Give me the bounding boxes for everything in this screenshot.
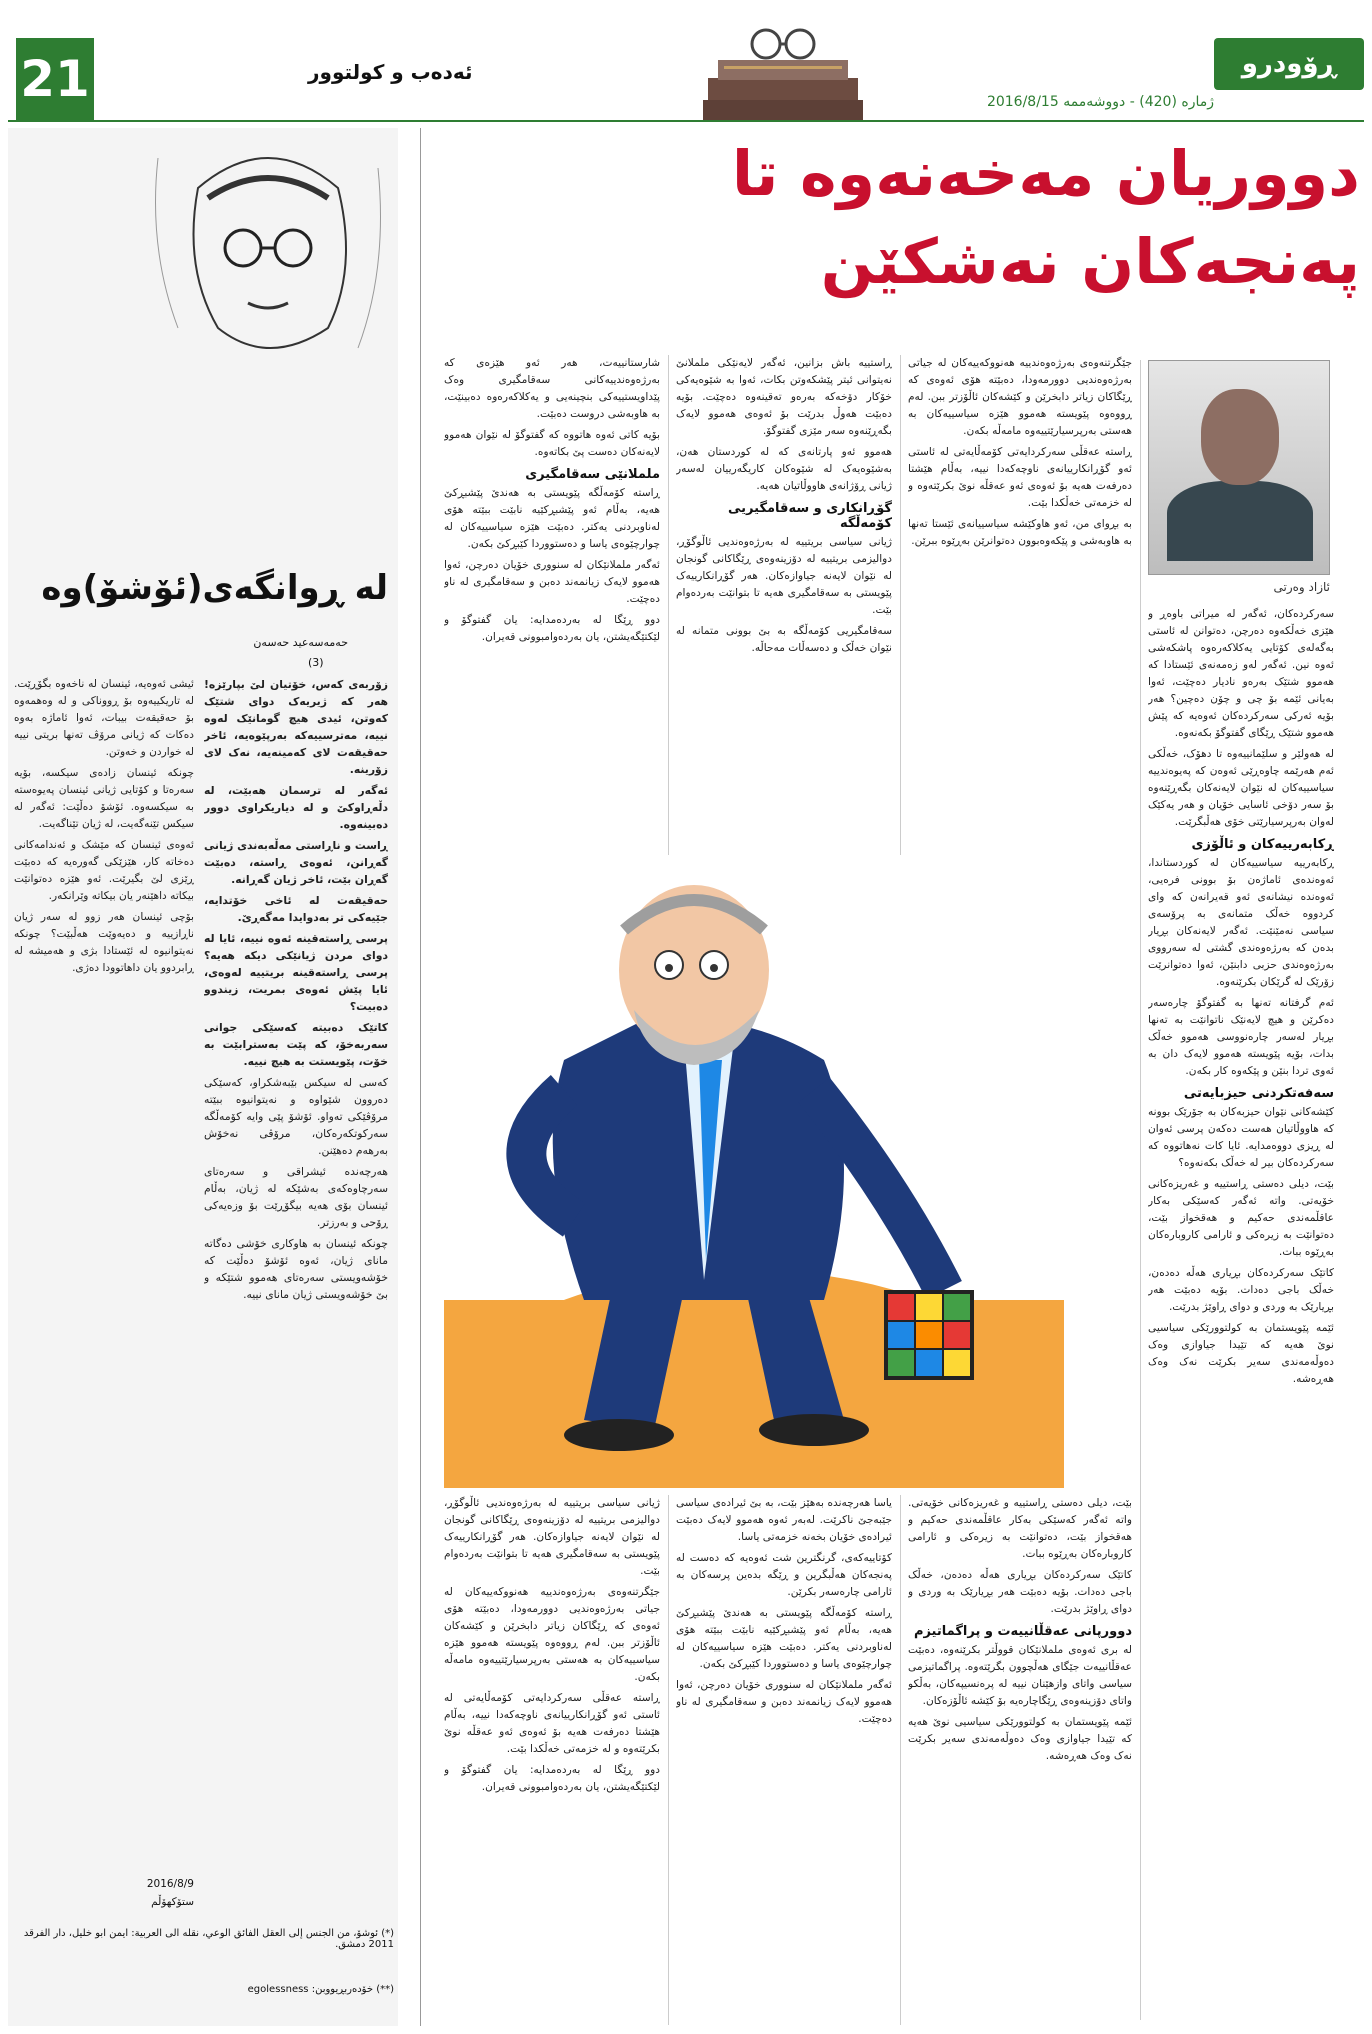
- paragraph: شارستانییەت، هەر ئەو هێزەی کە بەرژەوەندییەکانی سەقامگیری وەک پێداویستییەکی بنچینەیی و یەکلاکەرەوە دەبینێت، بە هاوبەشی دروست دەبێت.: [444, 357, 660, 420]
- quote: پرسی ڕاستەقینە ئەوە نییە، ئایا لە دوای مردن ژیانێکی دیکە هەیە؟ پرسی ڕاستەقینە بریتییە لەوەی، ئایا پێش ئەوەی بمریت، زیندوو دەبیت؟: [204, 932, 388, 1013]
- photo-suit: [1167, 481, 1313, 561]
- opinion-sidebar: [8, 128, 398, 2026]
- sidebar-author: حەمەسەعید حەسەن: [253, 636, 348, 649]
- paragraph: کەسی لە سیکس بێبەشکراو، کەسێکی دەروون شێواوە و نەیتوانیوە ببێتە مرۆڤێکی تەواو. ئۆشۆ پێی وایە کۆمەڵگە سەرکوتکەرەکان، مرۆڤی نەخۆش بەرهەم دەهێنن.: [204, 1076, 388, 1157]
- paragraph: ژیانی سیاسی بریتییە لە بەرژەوەندیی ئاڵوگۆڕ، دوالیزمی بریتییە لە دۆزینەوەی ڕێگاکانی گونجان لە نێوان لایەنە جیاوازەکان. هەر گۆڕانکارییەک پێویستی بە سەقامگیری هەیە تا بتوانێت بەردەوام بێت.: [676, 536, 892, 616]
- article-column-lower-3: [444, 1495, 660, 2025]
- paragraph: ئێمە پێویستمان بە کولتوورێکی سیاسیی نوێ هەیە کە تێیدا جیاوازی وەک دەوڵەمەندی سەیر بکرێت نەک وەک هەڕەشە.: [1148, 1322, 1334, 1385]
- page-header: [8, 38, 1364, 120]
- sidebar-date: 2016/8/9: [146, 1878, 194, 1890]
- headline-line-1: دووریان مەخەنەوە تا: [731, 137, 1360, 210]
- sidebar-quotes-column: [204, 676, 388, 1876]
- paragraph: ڕاستە کۆمەڵگە پێویستی بە هەندێ پێشبڕکێ هەیە، بەڵام ئەو پێشبڕکێیە نابێت ببێتە هۆی لەناوبردنی یەکتر. دەبێت هێزە سیاسییەکان لە چوارچێوەی یاسا و دەستووردا کێبڕکێ بکەن.: [444, 487, 660, 550]
- photo-face: [1201, 389, 1279, 485]
- paragraph: ژیانی سیاسی بریتییە لە بەرژەوەندیی ئاڵوگۆڕ، دوالیزمی بریتییە لە دۆزینەوەی ڕێگاکانی گونجان لە نێوان لایەنە جیاوازەکان. هەر گۆڕانکارییەک پێویستی بە سەقامگیری هەیە تا بتوانێت بەردەوام بێت.: [444, 1497, 660, 1577]
- paragraph: جێگرتنەوەی بەرژەوەندییە هەنووکەییەکان لە جیاتی بەرژەوەندیی دوورمەودا، دەبێتە هۆی ئەوەی کە ڕێگاکان زیاتر دابخرێن و کێشەکان ئاڵۆزتر ببن. لەم ڕووەوە پێویستە هەموو هێزە سیاسییەکان بە هەستی بەرپرسیارێتییەوە مامەڵە بکەن.: [908, 357, 1132, 437]
- paragraph: ئەگەر ململانێکان لە سنووری خۆیان دەرچن، ئەوا هەموو لایەک زیانمەند دەبن و سەقامگیری لە ناو دەچێت.: [676, 1679, 892, 1725]
- paragraph: جێگرتنەوەی بەرژەوەندییە هەنووکەییەکان لە جیاتی بەرژەوەندیی دوورمەودا، دەبێتە هۆی ئەوەی کە ڕێگاکان زیاتر دابخرێن و کێشەکان ئاڵۆزتر ببن. لەم ڕووەوە پێویستە هەموو هێزە سیاسییەکان بە هەستی بەرپرسیارێتییەوە مامەڵە بکەن.: [444, 1586, 660, 1683]
- article-column-2: [908, 355, 1132, 855]
- paragraph: چونکە ئینسان زادەی سیکسە، بۆیە سەرەتا و کۆتایی ژیانی ئینسان پەیوەستە بە سیکسەوە. ئۆشۆ دەڵێت: ئەگەر لە سیکس تێنەگەیت، لە ژیان تێناگەیت.: [14, 767, 194, 830]
- article-column-1: [1148, 606, 1334, 2026]
- quote: ڕاست و ناڕاستی مەڵەبەندی ژیانی گەڕانن، ئەوەی ڕاستە، دەبێت گەڕان بێت، ئاخر ژیان گەڕانە.: [204, 839, 388, 886]
- paragraph: کاتێک سەرکردەکان بڕیاری هەڵە دەدەن، خەڵک باجی دەدات. بۆیە دەبێت هەر بڕیارێک بە وردی و دوای ڕاوێژ بدرێت.: [1148, 1267, 1334, 1313]
- issue-line: ژمارە (420) - دووشەممە 2016/8/15: [986, 94, 1214, 110]
- article-column-3: [676, 355, 892, 855]
- paragraph: کۆتاییەکەی، گرنگترین شت ئەوەیە کە دەست لە پەنجەکان هەڵبگرین و ڕێگە بدەین پرسەکان بە ئارامی چارەسەر بکرێن.: [676, 1552, 892, 1598]
- paragraph: هەموو ئەو پارتانەی کە لە کوردستان هەن، بەشێوەیەک لە شێوەکان کاریگەرییان لەسەر ژیانی ڕۆژانەی هاووڵاتیان هەیە.: [676, 446, 892, 492]
- paragraph: ئەم گرفتانە تەنها بە گفتوگۆ چارەسەر دەکرێن و هیچ لایەنێک ناتوانێت بە تەنها بڕیار لەسەر چارەنووسی هەموو خەڵک بدات، بۆیە پێویستە هەموو لایەک دان بە ئەوی تردا بنێن و پێکەوە کار بکەن.: [1148, 997, 1334, 1077]
- paragraph: سەقامگیریی کۆمەڵگە بە بێ بوونی متمانە لە نێوان خەڵک و دەسەڵات مەحاڵە.: [676, 625, 892, 654]
- author-name: ئازاد وەرتی: [1273, 580, 1330, 594]
- quote: زۆربەی کەس، خۆتیان لێ بپارێزە! هەر کە ژیریەک دوای شتێک کەوتن، ئیدی هیچ گومانێک لەوە نییە، مەترسییەکە بەرپێوەیە، ئاخر حەقیقەت لای کەمینەیە، نەک لای زۆرینە.: [204, 678, 388, 776]
- paragraph: کاتێک سەرکردەکان بڕیاری هەڵە دەدەن، خەڵک باجی دەدات. بۆیە دەبێت هەر بڕیارێک بە وردی و دوای ڕاوێژ بدرێت.: [908, 1569, 1132, 1615]
- subheading: گۆڕانکاری و سەقامگیریی کۆمەڵگە: [728, 501, 892, 531]
- paragraph: ڕکابەرییە سیاسییەکان لە کوردستاندا، ئەوەندەی ئاماژەن بۆ بوونی فرەیی، ئەوەندە نیشانەی ئەو قەیرانەن کە وای کردووە خەڵک متمانەی بە پرۆسەی سیاسی نەمێنێت. ئەگەر لایەنەکان بڕیار بدەن کە بەرژەوەندی گشتی لە سەرووی بەرژەوەندی حزبی دابنێن، ئەوا دەتوانرێت زۆرێک لە گرێکان بکرێنەوە.: [1148, 857, 1334, 988]
- quote: ئەگەر لە ترسمان هەبێت، لە دڵەڕاوکێ و لە دیاریکراوی دوور دەبینەوە.: [204, 784, 388, 831]
- paragraph: ئیشی ئەوەیە، ئینسان لە ناخەوە بگۆڕێت. لە تاریکییەوە بۆ ڕووناکی و لە وەهمەوە بۆ حەقیقەت بیبات، ئەوا ئاماژە بەوە دەکات کە ژیانی مرۆڤ تەنها بریتی نییە لە خواردن و خەوتن.: [14, 678, 194, 758]
- paragraph: ئەوەی ئینسان کە مێشک و ئەندامەکانی دەخاتە کار، هێزێکی گەورەیە کە دەبێت ڕێزی لێ بگیرێت. ئەو هێزە دەتوانێت بیکاتە داهێنەر یان بیکاتە وێرانکەر.: [14, 839, 194, 902]
- portrait-sketch: [138, 128, 398, 368]
- sidebar-text-column: [14, 676, 194, 1956]
- article-headline: [720, 130, 1360, 306]
- newspaper-logo: ڕۆودرو: [1214, 38, 1364, 90]
- paragraph: لە بری ئەوەی ململانێکان قووڵتر بکرێنەوە، دەبێت عەقڵانییەت جێگای هەڵچوون بگرێتەوە. پراگماتیزمی سیاسی واتای وازهێنان نییە لە پرەنسیپەکان، بەڵکو واتای دۆزینەوەی ڕێگاچارەیە بۆ کێشە ئاڵۆزەکان.: [908, 1644, 1132, 1707]
- footnote-2: (**) خۆدەربڕیووبن: egolessness: [247, 1984, 394, 1995]
- rubiks-cube-cartoon: [444, 860, 1064, 1488]
- section-title: ئەدەب و کولتوور: [308, 60, 473, 84]
- paragraph: ڕاستە عەقڵی سەرکردایەتی کۆمەڵایەتی لە ئاستی ئەو گۆڕانکارییانەی ناوچەکەدا نییە، بەڵام هێشتا دەرفەت هەیە بۆ ئەوەی ئەو عەقڵە نوێ بکرێتەوە و لە خزمەتی خەڵکدا بێت.: [444, 1692, 660, 1755]
- header-rule: [8, 120, 1364, 122]
- subheading: ڕکابەرییەکان و ئاڵۆزی: [1191, 837, 1334, 852]
- paragraph: چونکە ئینسان بە هاوکاری خۆشی دەگاتە مانای ژیان، ئەوە ئۆشۆ دەڵێت کە خۆشەویستی سەرەتای هەموو شتێکە و بێ خۆشەویستی ژیان مانای نییە.: [204, 1237, 388, 1301]
- article-column-lower-1: [908, 1495, 1132, 2025]
- page-number: 21: [16, 38, 94, 120]
- paragraph: سەرکردەکان، ئەگەر لە میراتی باوەڕ و هێزی خەڵکەوە دەرچن، دەتوانن لە ئاستی بەگەلەی کۆتایی یەکلاکەرەوە پاشکەشی ئەوە نین. ئەگەر لەو زەمەنەی ئێستادا کە هەموو شتێک بەرەو نادیار دەچێت، ئەوا بەیانی ئێمە بۆ چی و چۆن دەچین؟ هەر بۆیە ئەرکی سەرکردەکان ئەوەیە کە پێش هەموو شتێک ڕێگای گفتوگۆ بکەنەوە.: [1148, 608, 1334, 739]
- sidebar-title: لە ڕوانگەی(ئۆشۆ)وە: [41, 568, 388, 608]
- paragraph: یاسا هەرچەندە بەهێز بێت، بە بێ ئیرادەی سیاسی جێبەجێ ناکرێت. لەبەر ئەوە هەموو لایەک دەبێت ئیرادەی خۆیان بخەنە خزمەتی یاسا.: [676, 1497, 892, 1543]
- headline-line-2: پەنجەکان نەشکێن: [820, 225, 1360, 298]
- paragraph: دوو ڕێگا لە بەردەمدایە: یان گفتوگۆ و لێکتێگەیشتن، یان بەردەوامبوونی قەیران.: [444, 614, 660, 643]
- article-column-4: [444, 355, 660, 855]
- column-rule: [900, 355, 901, 855]
- quote: کاتێک دەبیتە کەسێکی جوانی سەربەخۆ، کە پێت بەسترابێت بە خۆت، پێویستت بە هیچ نییە.: [204, 1021, 388, 1068]
- column-rule: [1140, 360, 1141, 2020]
- books-glasses-illustration: [688, 8, 878, 120]
- paragraph: ڕاستە کۆمەڵگە پێویستی بە هەندێ پێشبڕکێ هەیە، بەڵام ئەو پێشبڕکێیە نابێت ببێتە هۆی لەناوبردنی یەکتر. دەبێت هێزە سیاسییەکان لە چوارچێوەی یاسا و دەستووردا کێبڕکێ بکەن.: [676, 1607, 892, 1670]
- paragraph: بێت، دیلی دەستی ڕاستییە و غەریزەکانی خۆیەتی. واتە ئەگەر کەسێکی بەکار عاقڵمەندی حەکیم و هەقخواز بێت، دەتوانێت بە زیرەکی و ئارامی کاروبارەکان بەڕێوە ببات.: [1148, 1178, 1334, 1258]
- paragraph: ڕاستییە باش بزانین، ئەگەر لایەنێکی ململانێ نەیتوانی ئیتر پێشکەوتن بکات، ئەوا بە شێوەیەکی خۆکار دۆخەکە بەرەو تەقینەوە دەچێت. بۆیە دەبێت هەوڵ بدرێت بۆ ئەوەی هەموو لایەک بگەڕێنەوە سەر مێزی گفتوگۆ.: [676, 357, 892, 437]
- paragraph: ئەگەر ململانێکان لە سنووری خۆیان دەرچن، ئەوا هەموو لایەک زیانمەند دەبن و سەقامگیری لە ناو دەچێت.: [444, 559, 660, 605]
- article-column-lower-2: [676, 1495, 892, 2025]
- sidebar-part-number: (3): [308, 656, 324, 669]
- column-rule: [668, 1495, 669, 2025]
- paragraph: بێت، دیلی دەستی ڕاستییە و غەریزەکانی خۆیەتی. واتە ئەگەر کەسێکی بەکار عاقڵمەندی حەکیم و هەقخواز بێت، دەتوانێت بە زیرەکی و ئارامی کاروبارەکان بەڕێوە ببات.: [908, 1497, 1132, 1560]
- paragraph: لە هەولێر و سلێمانییەوە تا دهۆک، خەڵکی ئەم هەرێمە چاوەڕێی ئەوەن کە پەیوەندییە سیاسییەکان لە نێوان لایەنەکان بگەڕێنەوە بۆ سەر دۆخی ئاسایی خۆیان و هەر یەکێک لەوان بەرپرسیارێتی خۆی هەڵبگرێت.: [1148, 748, 1334, 828]
- paragraph: بۆیە کاتی ئەوە هاتووە کە گفتوگۆ لە نێوان هەموو لایەنەکان دەست پێ بکاتەوە.: [444, 429, 660, 458]
- column-rule: [668, 355, 669, 855]
- author-photo: [1148, 360, 1330, 575]
- paragraph: ڕاستە عەقڵی سەرکردایەتی کۆمەڵایەتی لە ئاستی ئەو گۆڕانکارییانەی ناوچەکەدا نییە، بەڵام هێشتا دەرفەت هەیە بۆ ئەوەی ئەو عەقڵە نوێ بکرێتەوە و لە خزمەتی خەڵکدا بێت.: [908, 446, 1132, 509]
- sidebar-place: ستۆکهۆڵم: [151, 1896, 194, 1908]
- subheading: ململانێی سەقامگیری: [525, 467, 660, 482]
- subheading: سەفەتکردنی حیزبایەتی: [1183, 1086, 1334, 1101]
- column-rule: [900, 1495, 901, 2025]
- sidebar-rule: [420, 128, 421, 2026]
- paragraph: هەرچەندە ئیشراقی و سەرەتای سەرچاوەکەی بەشێکە لە ژیان، بەڵام ئینسان بۆی هەیە بیگۆڕێت بۆ وزەیەکی ڕۆحی و بەرزتر.: [204, 1165, 388, 1229]
- quote: حەقیقەت لە ئاخی خۆتدایە، جێیەکی تر بەدوایدا مەگەڕێ.: [204, 894, 388, 924]
- footnote-1: (*) ئوشۆ، من الجنس إلى العقل الفائق الوعي، نقلە الى العربیة: ایمن ابو خلیل، دار الفرقد 2011 دمشق.: [23, 1928, 394, 1950]
- paragraph: کێشەکانی نێوان حیزبەکان بە جۆرێک بوونە کە هاووڵاتیان هەست دەکەن پرسی ئەوان لە ڕیزی دووەمدایە. ئایا کات نەهاتووە کە سەرکردەکان بیر لە خەڵک بکەنەوە؟: [1148, 1106, 1334, 1169]
- paragraph: بە بڕوای من، ئەو هاوکێشە سیاسییانەی ئێستا تەنها بە هاوبەشی و پێکەوەبوون دەتوانرێن بەڕێوە ببرێن.: [908, 518, 1132, 547]
- paragraph: ئێمە پێویستمان بە کولتوورێکی سیاسیی نوێ هەیە کە تێیدا جیاوازی وەک دەوڵەمەندی سەیر بکرێت نەک وەک هەڕەشە.: [908, 1716, 1132, 1762]
- paragraph: دوو ڕێگا لە بەردەمدایە: یان گفتوگۆ و لێکتێگەیشتن، یان بەردەوامبوونی قەیران.: [444, 1764, 660, 1793]
- subheading: دوورپانی عەقڵانییەت و پراگماتیزم: [913, 1624, 1132, 1639]
- paragraph: بۆچی ئینسان هەر زوو لە سەر ژیان ناڕازییە و دەیەوێت هەڵبێت؟ چونکە نەیتوانیوە لە ئێستادا بژی و هەمیشە لە ڕابردوو یان داهاتوودا دەژی.: [14, 911, 194, 974]
